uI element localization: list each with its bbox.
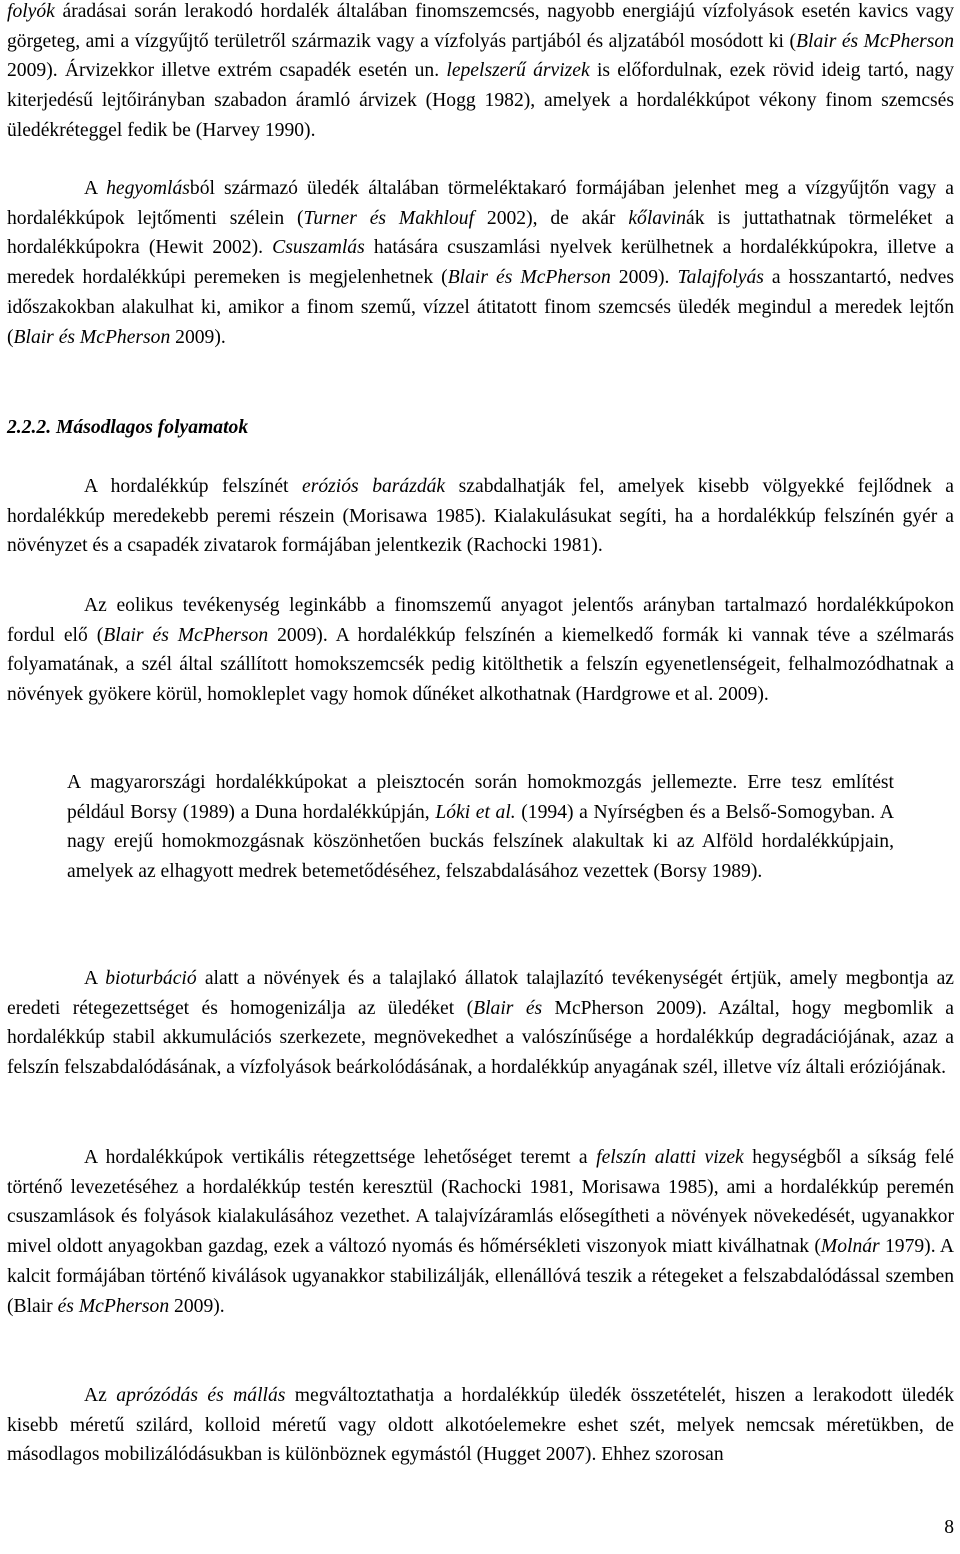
italic-text-run: Blair és McPherson [103,624,269,646]
text-run: ák is juttathatnak törmeléket a hordalékkúpokra (Hewit 2002). [7,207,954,259]
italic-text-run: Turner és Makhlouf [303,207,475,229]
text-run: (1994) a Nyírségben és a Belső-Somogyban. A nagy erejű homokmozgásnak köszönhetően buckás felszínek alakultak ki az Alföld hordalékkúpjain, amelyek az elhagyott medrek betemetődéséhez, felszabdalásához vezettek (Borsy 1989). [67,801,894,883]
text-run: Az [84,1385,117,1406]
text-run: 1979). A kalcit formájában történő kiválások ugyanakkor stabilizálják, ellenállóvá teszik a rétegeket a felszabdalódással szemben (Blair [7,1236,954,1317]
text-run: ból származó üledék általában törmeléktakaró formájában jelenhet meg a vízgyűjtőn vagy a hordalékkúpok lejtőmenti szélein ( [7,178,955,229]
italic-text-run: bioturbáció [105,968,197,989]
italic-text-run: Blair és McPherson [13,326,171,348]
paragraph-mass-movements [7,174,954,352]
italic-text-run: Molnár [820,1236,880,1258]
text-run: A hordalékkúpok vertikális rétegzettsége lehetőséget teremt a [84,1147,597,1168]
text-run: megváltoztathatja a hordalékkúp üledék összetételét, hiszen a lerakodott üledék kisebb méretű szilárd, kolloid méretű vagy oldott alkotóelemekre eshet szét, melyek nemcsak méretükben, de másodlagos mobilizálódásukban is különböznek egymástól (Hugget 2007). Ehhez szorosan [7,1385,954,1466]
paragraph-aeolian-activity [7,591,954,710]
paragraph-groundwater [7,1143,954,1321]
text-run: a hosszantartó, nedves időszakokban alakulhat ki, amikor a finom szemű, vízzel átitatott finom szemcsés üledék megindul a meredek lejtőn ( [7,267,954,348]
paragraph-bioturbation [7,964,954,1083]
italic-text-run: Blair és McPherson [447,267,611,289]
italic-text-run: hegyomlás [106,178,190,199]
italic-text-run: felszín alatti vizek [596,1147,744,1168]
text-run: szabdalhatják fel, amelyek kisebb völgyekké fejlődnek a hordalékkúp meredekebb peremi részein (Morisawa 1985). Kialakulásukat segíti, ha a hordalékkúp felszínén gyér a növényzet és a csapadék zivatarok formájában jelentkezik (Rachocki 1981). [7,476,954,557]
text-run: alatt a növények és a talajlakó állatok talajlazító tevékenységét értjük, amely megbontja az eredeti rétegezettséget és homogenizálja az üledéket ( [7,968,954,1019]
text-run: McPherson 2009). Azáltal, hogy megbomlik a hordalékkúp stabil akkumulációs szerkezete, megnövekedhet a valószínűsége a hordalékkúp degradációjának, azaz a felszín felszabdalódásának, a vízfolyások beárkolódásának, a hordalékkúp anyagának szél, illetve víz általi eróziójának. [7,997,954,1079]
paragraph-erosion-gullies [7,472,954,561]
text-run: hegységből a síkság felé történő levezetéséhez a hordalékkúp testén keresztül (Rachocki 1981, Morisawa 1985), ami a hordalékkúp peremén csuszamlások és folyások kialakulásához vezethet. A talajvízáramlás elősegítheti a növények növekedését, ugyanakkor mivel oldott anyagokban gazdag, ezek a változó nyomás és hőmérsékleti viszonyok miatt kiválhatnak ( [7,1147,955,1258]
text-run: 2009). Árvizekkor illetve extrém csapadék esetén un. [7,60,447,82]
paragraph-river-floods [7,0,954,146]
italic-text-run: aprózódás és mállás [116,1385,286,1406]
text-run: A [84,178,107,199]
italic-text-run: kőlavin [628,207,686,229]
italic-text-run: lepelszerű árvizek [446,60,590,82]
italic-text-run: folyók [7,1,55,22]
text-run: A hordalékkúp felszínét [84,476,303,497]
italic-text-run: Blair és [473,997,543,1019]
italic-text-run: Talajfolyás [677,267,764,289]
italic-text-run: Blair és McPherson [796,30,954,52]
italic-text-run: Csuszamlás [272,237,365,259]
text-run: is előfordulnak, ezek rövid ideig tartó, nagy kiterjedésű lejtőirányban szabadon áramló árvizek (Hogg 1982), amelyek a hordalékkúpot vékony finom szemcsés üledékréteggel fedik be (Harvey 1990). [7,60,954,141]
text-run: hatására csuszamlási nyelvek kerülhetnek a hordalékkúpokra, illetve a meredek hordalékkúpi peremeken is megjelenhetnek ( [7,237,954,289]
text-run: 2009). [170,326,226,348]
text-run: Az eolikus tevékenység leginkább a finomszemű anyagot jelentős arányban tartalmazó hordalékkúpokon fordul elő ( [7,595,954,646]
text-run: 2009). [169,1295,225,1317]
text-run: 2009). [610,267,678,289]
text-run: 2002), de akár [474,207,629,229]
text-run: A magyarországi hordalékkúpokat a pleisztocén során homokmozgás jellemezte. Erre tesz említést például Borsy (1989) a Duna hordalékkúpján, [67,772,894,823]
italic-text-run: Lóki et al. [435,801,516,823]
text-run: A [84,968,106,989]
italic-text-run: eróziós barázdák [302,476,446,497]
text-run: áradásai során lerakodó hordalék általában finomszemcsés, nagyobb energiájú vízfolyások esetén kavics vagy görgeteg, ami a vízgyűjtő területről származik vagy a vízfolyás partjából és aljzatából mosódott ki ( [7,1,954,52]
page-number: 8 [944,1517,954,1538]
paragraph-weathering [7,1381,954,1470]
section-heading: 2.2.2. Másodlagos folyamatok [7,417,249,438]
paragraph-hungarian-sand-movement [67,768,894,887]
italic-text-run: és McPherson [57,1295,170,1317]
text-run: 2009). A hordalékkúp felszínén a kiemelkedő formák ki vannak téve a szélmarás folyamatának, a szél által szállított homokszemcsék pedig kitölthetik a felszín egyenetlenségeit, felhalmozódhatnak a növények gyökere körül, homokleplet vagy homok dűnéket alkothatnak (Hardgrowe et al. 2009). [7,624,955,706]
